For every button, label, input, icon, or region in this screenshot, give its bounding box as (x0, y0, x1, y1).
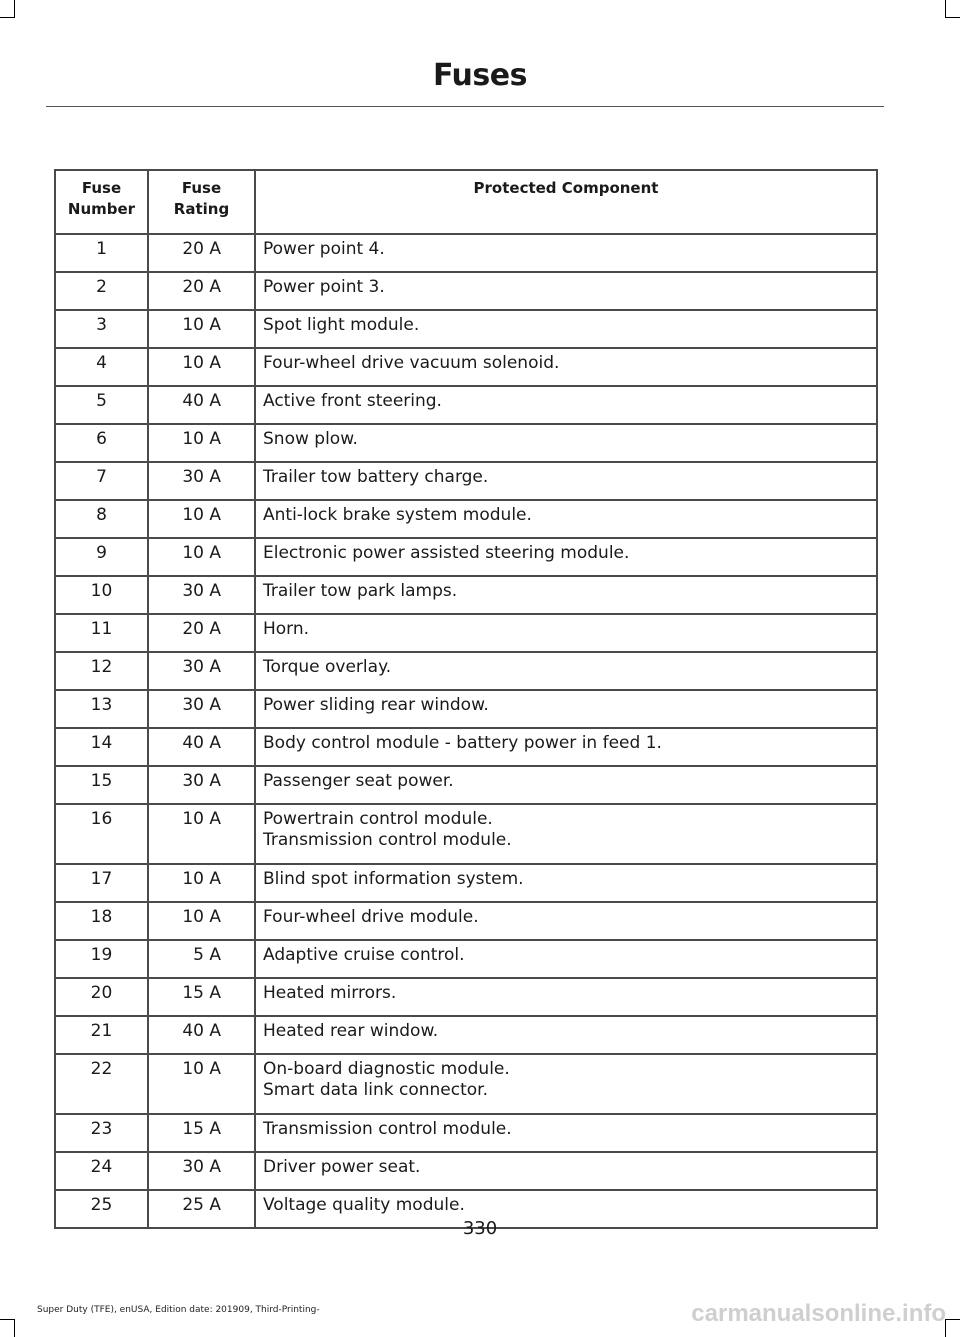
fuse-number-cell: 24 (55, 1152, 148, 1190)
protected-component-cell (255, 500, 877, 538)
table-row (55, 424, 877, 462)
header-fuse-number (55, 170, 148, 234)
fuse-rating-cell: 10 A (148, 1054, 255, 1114)
protected-component-cell (255, 424, 877, 462)
table-row (55, 538, 877, 576)
header-fuse-rating (148, 170, 255, 234)
component-line: Trailer tow park lamps. (263, 581, 458, 601)
fuse-number-cell: 18 (55, 902, 148, 940)
fuse-rating-cell: 40 A (148, 728, 255, 766)
table-row (55, 690, 877, 728)
protected-component-cell (255, 1152, 877, 1190)
fuse-rating-cell: 15 A (148, 978, 255, 1016)
fuse-number-cell: 3 (55, 310, 148, 348)
table-row (55, 902, 877, 940)
fuse-rating-cell: 20 A (148, 614, 255, 652)
component-line: Passenger seat power. (263, 771, 454, 791)
fuse-rating-cell: 20 A (148, 234, 255, 272)
table-row (55, 804, 877, 864)
protected-component-cell (255, 348, 877, 386)
crop-mark-top-left (14, 0, 15, 18)
fuse-rating-cell: 5 A (148, 940, 255, 978)
component-line: Electronic power assisted steering module. (263, 543, 630, 563)
fuse-rating-cell: 10 A (148, 500, 255, 538)
table-row (55, 728, 877, 766)
fuse-number-cell: 10 (55, 576, 148, 614)
protected-component-cell (255, 234, 877, 272)
crop-mark-bottom-left (14, 1319, 15, 1337)
component-line: Anti-lock brake system module. (263, 505, 532, 525)
component-line: Active front steering. (263, 391, 442, 411)
component-line: Heated rear window. (263, 1021, 439, 1041)
component-line: Power sliding rear window. (263, 695, 489, 715)
protected-component-cell (255, 766, 877, 804)
fuse-number-cell: 21 (55, 1016, 148, 1054)
fuse-number-cell: 11 (55, 614, 148, 652)
fuse-rating-cell: 15 A (148, 1114, 255, 1152)
component-line: Body control module - battery power in feed 1. (263, 733, 662, 753)
header-line: Number (67, 200, 136, 218)
protected-component-cell (255, 538, 877, 576)
fuse-number-cell: 23 (55, 1114, 148, 1152)
fuse-number-cell: 6 (55, 424, 148, 462)
fuse-rating-cell: 40 A (148, 386, 255, 424)
fuse-rating-cell: 10 A (148, 310, 255, 348)
fuse-number-cell: 5 (55, 386, 148, 424)
component-line: Transmission control module. (263, 830, 512, 850)
protected-component-cell (255, 272, 877, 310)
component-line: On-board diagnostic module. (263, 1059, 510, 1079)
fuse-number-cell: 2 (55, 272, 148, 310)
fuse-number-cell: 12 (55, 652, 148, 690)
fuse-number-cell: 9 (55, 538, 148, 576)
table-row (55, 1016, 877, 1054)
fuse-number-cell: 19 (55, 940, 148, 978)
table-row (55, 978, 877, 1016)
fuse-rating-cell: 30 A (148, 576, 255, 614)
fuse-number-cell: 1 (55, 234, 148, 272)
fuse-number-cell: 13 (55, 690, 148, 728)
table-row (55, 1054, 877, 1114)
component-line: Power point 4. (263, 239, 385, 259)
table-row (55, 234, 877, 272)
header-line: Fuse (81, 179, 122, 197)
component-line: Power point 3. (263, 277, 385, 297)
fuse-rating-cell: 30 A (148, 652, 255, 690)
table-row (55, 310, 877, 348)
crop-mark-top-left-h (0, 17, 15, 18)
component-line: Trailer tow battery charge. (263, 467, 489, 487)
protected-component-cell (255, 386, 877, 424)
table-row (55, 576, 877, 614)
protected-component-cell (255, 902, 877, 940)
fuse-rating-cell: 20 A (148, 272, 255, 310)
protected-component-cell (255, 576, 877, 614)
crop-mark-top-right (945, 0, 946, 18)
protected-component-cell (255, 1054, 877, 1114)
component-line: Transmission control module. (263, 1119, 512, 1139)
table-row (55, 500, 877, 538)
table-row (55, 652, 877, 690)
header-rule (46, 106, 884, 107)
table-row (55, 766, 877, 804)
component-line: Adaptive cruise control. (263, 945, 465, 965)
fuse-rating-cell: 10 A (148, 804, 255, 864)
component-line: Four-wheel drive module. (263, 907, 479, 927)
protected-component-cell (255, 652, 877, 690)
fuse-number-cell: 15 (55, 766, 148, 804)
protected-component-cell (255, 310, 877, 348)
component-line: Driver power seat. (263, 1157, 421, 1177)
component-line: Horn. (263, 619, 310, 639)
crop-mark-bottom-left-h (0, 1319, 15, 1320)
component-line: Heated mirrors. (263, 983, 397, 1003)
fuse-rating-cell: 30 A (148, 766, 255, 804)
fuse-rating-cell: 30 A (148, 462, 255, 500)
table-row (55, 348, 877, 386)
table-row (55, 272, 877, 310)
table-row (55, 1152, 877, 1190)
protected-component-cell (255, 940, 877, 978)
table-header-row (55, 170, 877, 234)
header-line: Rating (173, 200, 230, 218)
table-row (55, 1114, 877, 1152)
fuse-rating-cell: 10 A (148, 348, 255, 386)
table-row (55, 614, 877, 652)
table-row (55, 864, 877, 902)
fuse-rating-cell: 30 A (148, 1152, 255, 1190)
protected-component-cell (255, 614, 877, 652)
component-line: Powertrain control module. (263, 809, 493, 829)
protected-component-cell (255, 978, 877, 1016)
table-row (55, 462, 877, 500)
protected-component-cell (255, 864, 877, 902)
fuse-rating-cell: 30 A (148, 690, 255, 728)
fuse-rating-cell: 10 A (148, 864, 255, 902)
component-line: Blind spot information system. (263, 869, 524, 889)
crop-mark-top-right-h (945, 17, 960, 18)
fuse-number-cell: 25 (55, 1190, 148, 1228)
fuse-rating-cell: 10 A (148, 424, 255, 462)
page-title: Fuses (433, 58, 527, 93)
fuse-rating-cell: 10 A (148, 902, 255, 940)
component-line: Voltage quality module. (263, 1195, 465, 1215)
table-row (55, 386, 877, 424)
fuse-table-body (55, 234, 877, 1228)
fuse-number-cell: 20 (55, 978, 148, 1016)
fuse-number-cell: 4 (55, 348, 148, 386)
watermark-logo: carmanualsonline.info (691, 1300, 946, 1327)
protected-component-cell (255, 1016, 877, 1054)
protected-component-cell (255, 1114, 877, 1152)
footer-edition-text: Super Duty (TFE), enUSA, Edition date: 201909, Third-Printing- (37, 1305, 320, 1315)
fuse-rating-cell: 40 A (148, 1016, 255, 1054)
protected-component-cell (255, 804, 877, 864)
protected-component-cell (255, 462, 877, 500)
header-line: Fuse (181, 179, 222, 197)
protected-component-cell (255, 728, 877, 766)
fuse-rating-cell: 10 A (148, 538, 255, 576)
fuse-number-cell: 22 (55, 1054, 148, 1114)
fuse-number-cell: 16 (55, 804, 148, 864)
page-number: 330 (462, 1218, 498, 1239)
fuse-number-cell: 8 (55, 500, 148, 538)
fuse-number-cell: 17 (55, 864, 148, 902)
table-row (55, 940, 877, 978)
crop-mark-bottom-right-h (945, 1319, 960, 1320)
component-line: Torque overlay. (263, 657, 392, 677)
component-line: Spot light module. (263, 315, 420, 335)
fuse-number-cell: 7 (55, 462, 148, 500)
component-line: Smart data link connector. (263, 1080, 488, 1100)
fuse-rating-cell: 25 A (148, 1190, 255, 1228)
protected-component-cell (255, 690, 877, 728)
header-line: Protected Component (473, 179, 659, 197)
component-line: Snow plow. (263, 429, 358, 449)
fuse-table (54, 169, 878, 1229)
fuse-number-cell: 14 (55, 728, 148, 766)
component-line: Four-wheel drive vacuum solenoid. (263, 353, 560, 373)
header-protected-component (255, 170, 877, 234)
